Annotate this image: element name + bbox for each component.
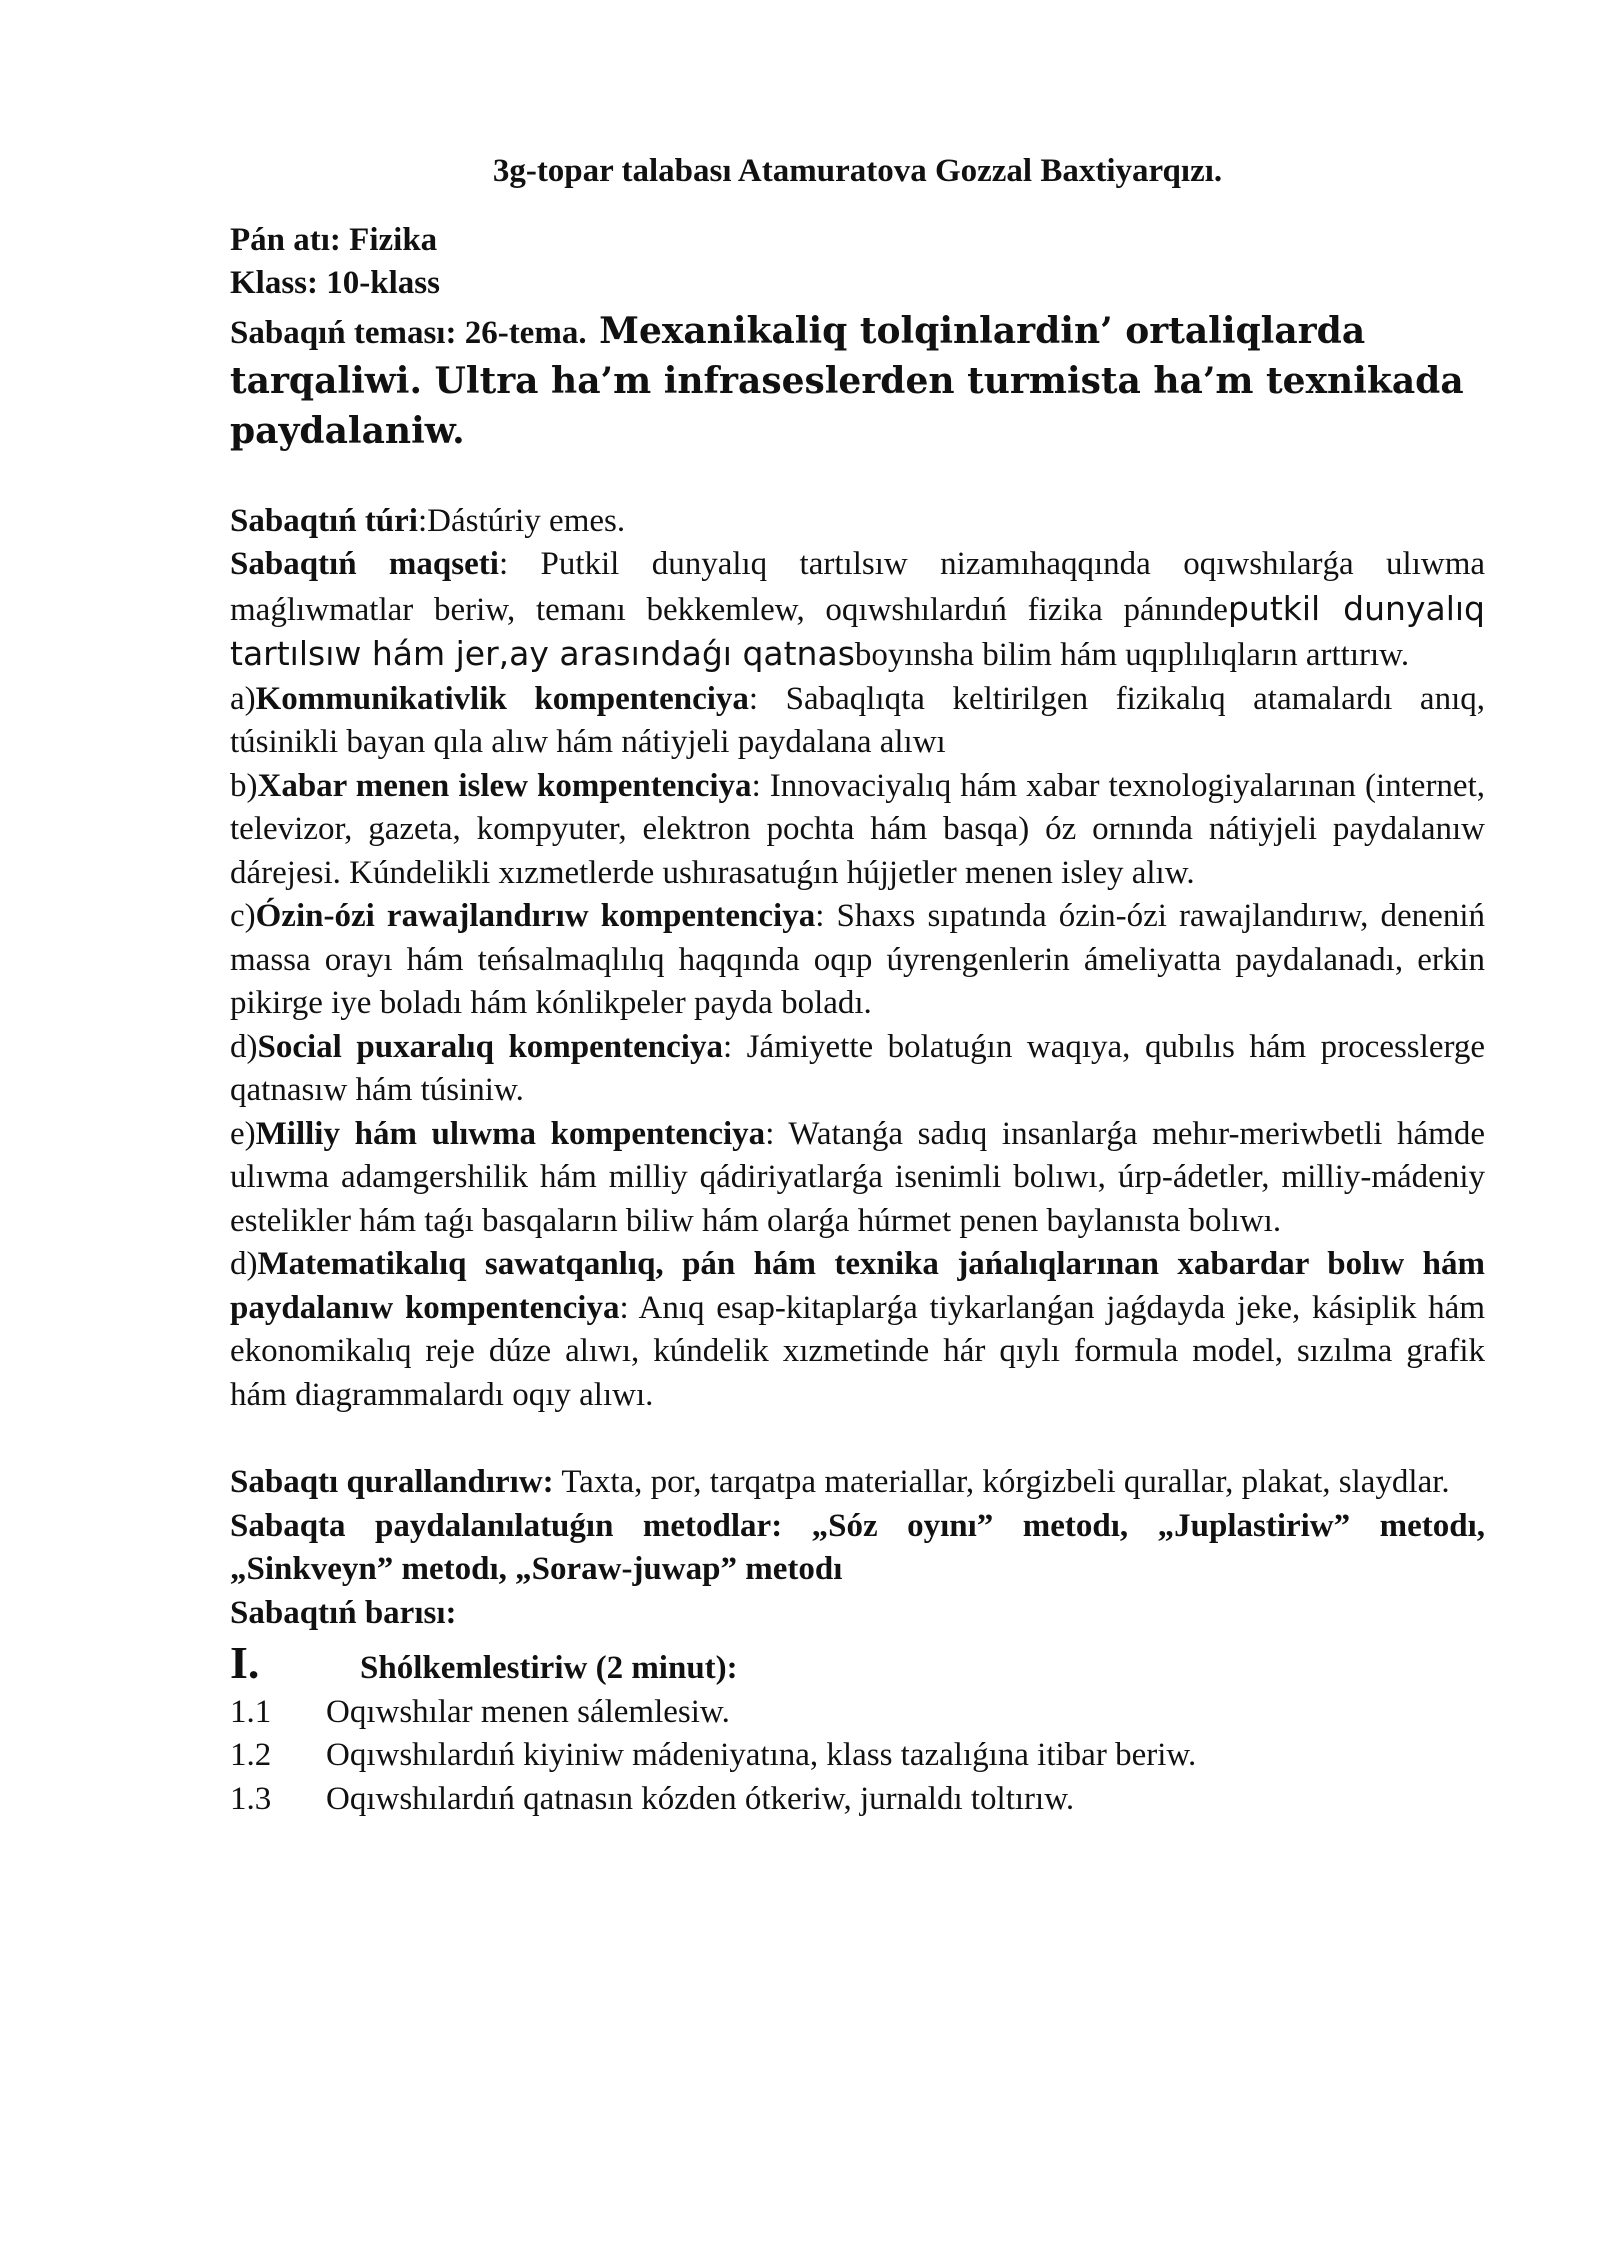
equipment-line [230, 1461, 1485, 1505]
competency-text: : Innovaciyalıq hám xabar texnologiyalarınan (internet, televizor, gazeta, kompyuter, elektron pochta hám basqa) óz ornında nátiyjeli paydalanıw dárejesi. Kúndelikli xızmetlerde ushırasatuǵın hújjetler menen isley alıw. [230, 767, 1485, 891]
equipment-label: Sabaqtı qurallandırıw: [230, 1464, 554, 1500]
competency-name: Kommunikativlik kompentenciya [255, 680, 749, 717]
aim-part3: boyınsha bilim hám uqıplılıqların arttırıw. [854, 637, 1410, 673]
competency-name: Xabar menen islew kompentenciya [257, 767, 752, 804]
stage-number: I. [230, 1637, 260, 1688]
document-page [230, 150, 1485, 1821]
competency-a [230, 678, 1485, 765]
competency-prefix: a) [230, 680, 256, 717]
methods-label: Sabaqta paydalanılatuǵın metodlar: „Sóz oyını” metodı [230, 1507, 1120, 1544]
list-item [230, 1778, 1485, 1822]
competency-text: : Anıq esap-kitaplarǵa tiykarlanǵan jaǵdayda jeke, kásiplik hám ekonomikalıq reje dúze alıwı, kúndelik xızmetinde hár qıylı formula model, sızılma grafik hám diagrammalardı oqıy alıwı. [230, 1289, 1485, 1413]
competency-name: Milliy hám ulıwma kompentenciya [255, 1115, 766, 1152]
topic-line [230, 306, 1485, 456]
list-item-text: Oqıwshılardıń qatnasın kózden ótkeriw, jurnaldı toltırıw. [326, 1780, 1075, 1817]
competency-prefix: e) [230, 1115, 256, 1152]
competency-name: Matematikalıq sawatqanlıq, pán hám texnika jańalıqlarınan xabardar bolıw hám paydalanıw kompentenciya [230, 1246, 1485, 1326]
aim-paragraph [230, 543, 1485, 678]
list-item-number: 1.1 [230, 1693, 272, 1730]
klass-value: 10-klass [318, 265, 440, 301]
stage-heading [230, 1637, 1485, 1691]
methods-rest: , „Juplastiriw” metodı, „Sinkveyn” metodı, „Soraw-juwap” metodı [230, 1507, 1485, 1587]
competency-e [230, 1113, 1485, 1244]
subject-label: Pán atı: [230, 221, 341, 258]
list-item [230, 1734, 1485, 1778]
competency-prefix: d) [230, 1028, 258, 1065]
competency-prefix: c) [230, 898, 256, 934]
competency-text: : Jámiyette bolatuǵın waqıya, qubılıs hám processlerge qatnasıw hám túsiniw. [230, 1028, 1485, 1108]
competency-text: : Shaxs sıpatında ózin-ózi rawajlandırıw, deneniń massa orayı hám teńsalmaqlılıq haqqında oqıp úyrengenlerin ámeliyatta paydalanadı, erkin pikirge iye boladı hám kónlikpeler payda boladı. [230, 898, 1485, 1021]
klass-label: Klass: [230, 265, 319, 301]
list-item [230, 1691, 1485, 1735]
competency-text: : Sabaqlıqta keltirilgen fizikalıq atamalardı anıq, túsinikli bayan qıla alıw hám nátiyjeli paydalana alıwı [230, 680, 1485, 760]
type-value: :Dástúriy emes. [417, 502, 626, 539]
methods-line [230, 1505, 1485, 1592]
stage-title: Shólkemlestiriw (2 minut): [360, 1650, 738, 1686]
competency-prefix: b) [230, 767, 258, 804]
competency-d [230, 1026, 1485, 1113]
competency-c [230, 895, 1485, 1026]
competency-name: Ózin-ózi rawajlandırıw kompentenciya [255, 898, 816, 934]
list-item-number: 1.3 [230, 1780, 272, 1817]
spacer [230, 1417, 1485, 1461]
type-label: Sabaqtıń túri [230, 502, 418, 539]
competency-b [230, 765, 1485, 896]
competency-name: Social puxaralıq kompentenciya [257, 1028, 723, 1065]
list-item-text: Oqıwshılar menen sálemlesiw. [326, 1693, 730, 1730]
list-item-text: Oqıwshılardıń kiyiniw mádeniyatına, klass tazalıǵına itibar beriw. [326, 1737, 1197, 1773]
subject-value: Fizika [340, 221, 438, 258]
spacer [230, 456, 1485, 500]
equipment-value: Taxta, por, tarqatpa materiallar, kórgizbeli qurallar, plakat, slaydlar. [553, 1464, 1450, 1500]
document-title: 3g-topar talabası Atamuratova Gozzal Baxtiyarqızı. [492, 153, 1223, 189]
list-item-number: 1.2 [230, 1737, 272, 1773]
competency-math [230, 1243, 1485, 1417]
competency-text: : Watanǵa sadıq insanlarǵa mehır-meriwbetli hámde ulıwma adamgershilik hám milliy qádiriyatlarǵa isenimli bolıwı, úrp-ádetler, milliy-mádeniy estelikler hám taǵı basqaların biliw hám olarǵa húrmet penen baylanısta bolıwı. [230, 1115, 1485, 1239]
aim-label: Sabaqtıń maqseti [230, 546, 499, 582]
competency-prefix: d) [230, 1246, 258, 1282]
aim-part2: putkil dunyalıq tartılsıw hám jer,ay arasındaǵı qatnas [230, 588, 1485, 673]
topic-label: Sabaqıń teması: 26-tema. [230, 314, 587, 351]
topic-text: Mexanikaliq tolqinlardin’ ortaliqlarda tarqaliwi. Ultra ha’m infraseslerden turmista ha’m texnikada paydalaniw. [230, 309, 1464, 452]
course-label: Sabaqtıń barısı: [230, 1594, 457, 1631]
subject-line [230, 219, 1485, 263]
aim-part1: : Putkil dunyalıq tartılsıw nizamıhaqqında oqıwshılarǵa ulıwma maǵlıwmatlar beriw, temanı bekkemlew, oqıwshılardıń fizika pánınde [230, 546, 1486, 628]
klass-line [230, 262, 1485, 306]
type-line [230, 500, 1485, 544]
